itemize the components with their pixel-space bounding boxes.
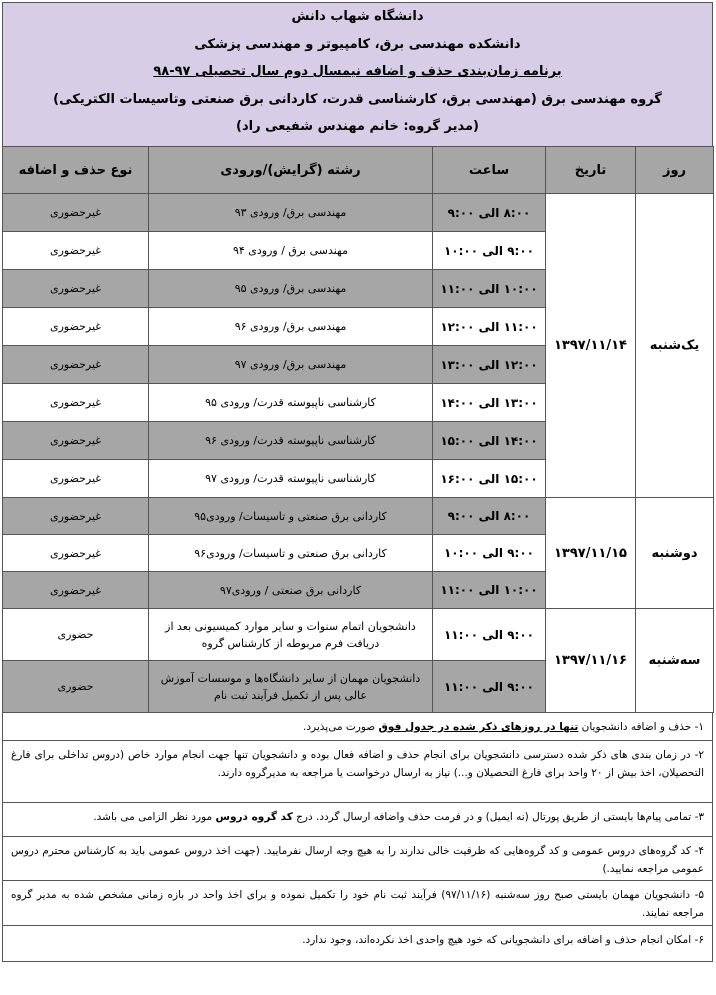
type-cell: غیرحضوری: [3, 572, 149, 609]
major-cell: مهندسی برق/ ورودی ۹۶: [149, 308, 433, 346]
table-row: [3, 498, 714, 535]
note-text: امکان انجام حذف و اضافه برای دانشجویانی که خود هیچ واحدی اخذ نکرده‌اند، وجود ندارد.: [302, 934, 692, 946]
major-cell: مهندسی برق / ورودی ۹۴: [149, 232, 433, 270]
type-cell: حضوری: [3, 609, 149, 661]
major-cell: کاردانی برق صنعتی / ورودی۹۷: [149, 572, 433, 609]
major-cell: مهندسی برق/ ورودی ۹۳: [149, 194, 433, 232]
table-header-row: [3, 147, 714, 194]
column-header-day: روز: [636, 147, 714, 194]
note-item: [2, 741, 713, 803]
time-cell: ۱۰:۰۰ الی ۱۱:۰۰: [433, 572, 546, 609]
day-cell: دوشنبه: [636, 498, 714, 609]
time-cell: ۸:۰۰ الی ۹:۰۰: [433, 498, 546, 535]
note-emphasis: کد گروه دروس: [215, 811, 293, 823]
department-head: (مدیر گروه: خانم مهندس شفیعی راد): [236, 119, 479, 134]
time-cell: ۱۲:۰۰ الی ۱۳:۰۰: [433, 346, 546, 384]
type-cell: غیرحضوری: [3, 270, 149, 308]
time-cell: ۱۳:۰۰ الی ۱۴:۰۰: [433, 384, 546, 422]
table-row: [3, 609, 714, 661]
time-cell: ۱۰:۰۰ الی ۱۱:۰۰: [433, 270, 546, 308]
type-cell: غیرحضوری: [3, 346, 149, 384]
note-text-end: صورت می‌پذیرد.: [303, 721, 379, 733]
time-cell: ۱۵:۰۰ الی ۱۶:۰۰: [433, 460, 546, 498]
note-text: حذف و اضافه دانشجویان: [578, 721, 692, 733]
type-cell: غیرحضوری: [3, 232, 149, 270]
notes-section: [2, 713, 713, 962]
major-cell: کاردانی برق صنعتی و تاسیسات/ ورودی۹۵: [149, 498, 433, 535]
major-cell: مهندسی برق/ ورودی ۹۷: [149, 346, 433, 384]
note-text: کد گروه‌های دروس عمومی و کد گروه‌هایی که ظرفیت خالی ندارند را به هیچ وجه ارسال نفرمایید. (جهت اخذ دروس عمومی باید به کارشناس محترم دروس عمومی مراجعه نمایید.): [11, 845, 704, 875]
time-cell: ۸:۰۰ الی ۹:۰۰: [433, 194, 546, 232]
note-number: ۱-: [694, 721, 704, 733]
type-cell: غیرحضوری: [3, 535, 149, 572]
note-emphasis: تنها در روزهای ذکر شده در جدول فوق: [378, 721, 579, 733]
column-header-time: ساعت: [433, 147, 546, 194]
note-number: ۵-: [694, 889, 704, 901]
type-cell: غیرحضوری: [3, 498, 149, 535]
note-item: [2, 881, 713, 926]
note-number: ۴-: [694, 845, 704, 857]
time-cell: ۹:۰۰ الی ۱۰:۰۰: [433, 535, 546, 572]
date-cell: ۱۳۹۷/۱۱/۱۴: [546, 194, 636, 498]
day-cell: سه‌شنبه: [636, 609, 714, 713]
type-cell: غیرحضوری: [3, 194, 149, 232]
note-text: در زمان بندی های ذکر شده دسترسی دانشجویان برای انجام حذف و اضافه فعال بوده و دانشجویان تنها جهت انجام موارد خاص (دروس تداخلی برای فارغ التحصیلان، اخذ بیش از ۲۰ واحد برای فارغ التحصیلان و...) نیاز به ارسال درخواست یا مراجعه به مدیرگروه دارند.: [11, 749, 704, 779]
major-cell: کارشناسی ناپیوسته قدرت/ ورودی ۹۷: [149, 460, 433, 498]
time-cell: ۹:۰۰ الی ۱۱:۰۰: [433, 609, 546, 661]
major-cell: کاردانی برق صنعتی و تاسیسات/ ورودی۹۶: [149, 535, 433, 572]
schedule-table: [2, 146, 714, 713]
note-number: ۳-: [694, 811, 704, 823]
time-cell: ۱۱:۰۰ الی ۱۲:۰۰: [433, 308, 546, 346]
note-item: [2, 713, 713, 741]
day-cell: یک‌شنبه: [636, 194, 714, 498]
column-header-type: نوع حذف و اضافه: [3, 147, 149, 194]
major-cell: دانشجویان مهمان از سایر دانشگاه‌ها و موسسات آموزش عالی پس از تکمیل فرآیند ثبت نام: [149, 661, 433, 713]
type-cell: غیرحضوری: [3, 460, 149, 498]
time-cell: ۹:۰۰ الی ۱۱:۰۰: [433, 661, 546, 713]
note-text: دانشجویان مهمان بایستی صبح روز سه‌شنبه (۹۷/۱۱/۱۶) فرآیند ثبت نام خود را تکمیل نموده و برای اخذ واحد در بازه زمانی مشخص شده به مدیر گروه مراجعه نمایند.: [11, 889, 704, 919]
type-cell: غیرحضوری: [3, 308, 149, 346]
time-cell: ۹:۰۰ الی ۱۰:۰۰: [433, 232, 546, 270]
type-cell: حضوری: [3, 661, 149, 713]
major-cell: مهندسی برق/ ورودی ۹۵: [149, 270, 433, 308]
schedule-title: برنامه زمان‌بندی حذف و اضافه نیمسال دوم سال تحصیلی ۹۷-۹۸: [153, 64, 562, 79]
major-cell: کارشناسی ناپیوسته قدرت/ ورودی ۹۵: [149, 384, 433, 422]
note-number: ۶-: [694, 934, 704, 946]
column-header-date: تاریخ: [546, 147, 636, 194]
note-item: [2, 926, 713, 962]
column-header-major: رشته (گرایش)/ورودی: [149, 147, 433, 194]
university-name: دانشگاه شهاب دانش: [291, 9, 424, 24]
date-cell: ۱۳۹۷/۱۱/۱۵: [546, 498, 636, 609]
time-cell: ۱۴:۰۰ الی ۱۵:۰۰: [433, 422, 546, 460]
major-cell: دانشجویان اتمام سنوات و سایر موارد کمیسیونی بعد از دریافت فرم مربوطه از کارشناس گروه: [149, 609, 433, 661]
note-text: تمامی پیام‌ها بایستی از طریق پورتال (نه ایمیل) و در فرمت حذف واضافه ارسال گردد. درج: [292, 811, 692, 823]
note-item: [2, 803, 713, 837]
page-header: [2, 2, 713, 147]
major-cell: کارشناسی ناپیوسته قدرت/ ورودی ۹۶: [149, 422, 433, 460]
type-cell: غیرحضوری: [3, 384, 149, 422]
note-number: ۲-: [694, 749, 704, 761]
note-item: [2, 837, 713, 881]
type-cell: غیرحضوری: [3, 422, 149, 460]
department-name: گروه مهندسی برق (مهندسی برق، کارشناسی قدرت، کاردانی برق صنعتی وتاسیسات الکتریکی): [53, 91, 662, 107]
faculty-name: دانشکده مهندسی برق، کامپیوتر و مهندسی پزشکی: [194, 36, 521, 52]
table-row: [3, 194, 714, 232]
note-text-end: مورد نظر الزامی می باشد.: [93, 811, 216, 823]
date-cell: ۱۳۹۷/۱۱/۱۶: [546, 609, 636, 713]
